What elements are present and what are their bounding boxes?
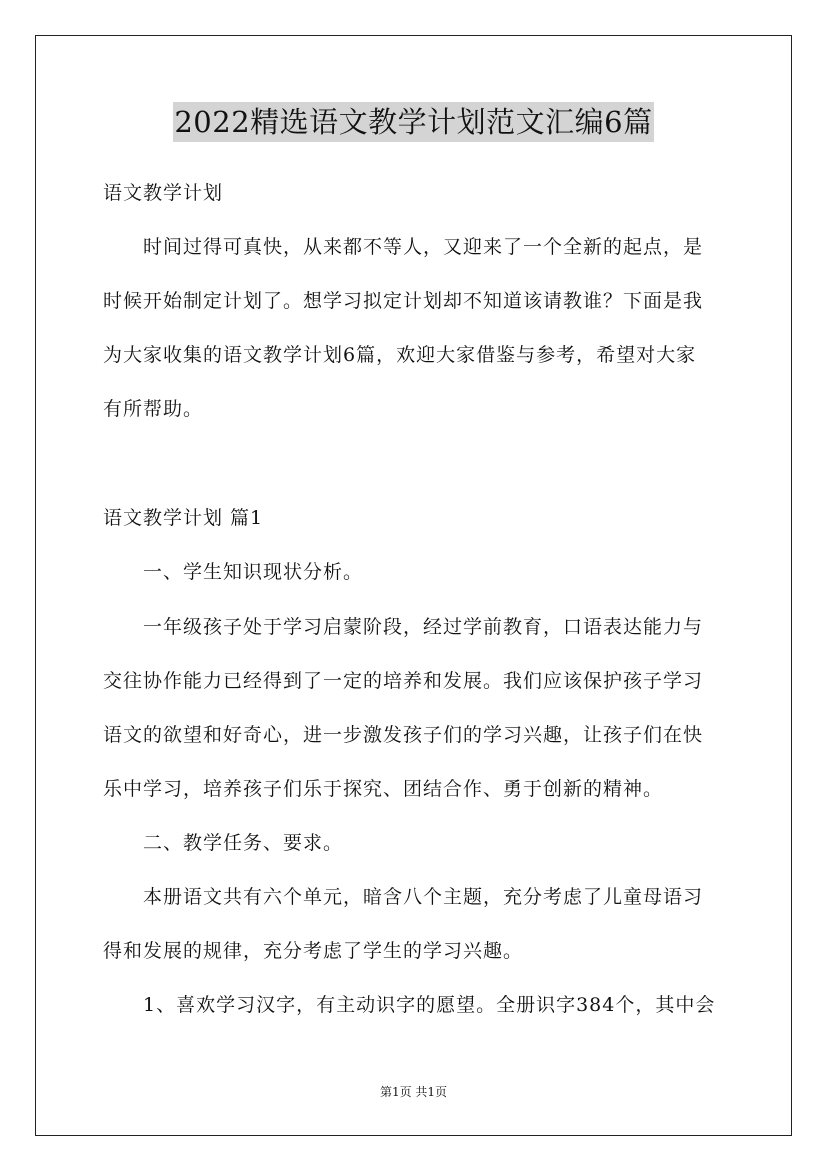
paragraph-line: 1、喜欢学习汉字，有主动识字的愿望。全册识字384个，其中会 [103, 994, 716, 1016]
paragraph-line: 二、教学任务、要求。 [103, 832, 344, 854]
document-title [0, 102, 827, 142]
paragraph-line: 本册语文共有六个单元，暗含八个主题，充分考虑了儿童母语习 [103, 886, 704, 908]
paragraph-line: 一年级孩子处于学习启蒙阶段，经过学前教育，口语表达能力与 [103, 616, 704, 638]
paragraph-line: 得和发展的规律，充分考虑了学生的学习兴趣。 [103, 940, 524, 962]
paragraph-line: 语文的欲望和好奇心，进一步激发孩子们的学习兴趣，让孩子们在快 [103, 724, 704, 746]
paragraph-line: 有所帮助。 [103, 398, 204, 420]
paragraph-line: 时候开始制定计划了。想学习拟定计划却不知道该请教谁？下面是我 [103, 290, 704, 312]
section-heading-plan-1: 语文教学计划 篇1 [103, 507, 264, 529]
paragraph-line: 为大家收集的语文教学计划6篇，欢迎大家借鉴与参考，希望对大家 [103, 344, 697, 366]
paragraph-line: 交往协作能力已经得到了一定的培养和发展。我们应该保护孩子学习 [103, 670, 704, 692]
paragraph-line: 时间过得可真快，从来都不等人，又迎来了一个全新的起点，是 [103, 236, 704, 258]
document-title-text: 2022精选语文教学计划范文汇编6篇 [173, 102, 653, 142]
paragraph-line: 乐中学习，培养孩子们乐于探究、团结合作、勇于创新的精神。 [103, 778, 664, 800]
page-footer: 第1页 共1页 [379, 1085, 448, 1099]
paragraph-line: 一、学生知识现状分析。 [103, 561, 364, 583]
section-heading-intro: 语文教学计划 [103, 182, 224, 204]
